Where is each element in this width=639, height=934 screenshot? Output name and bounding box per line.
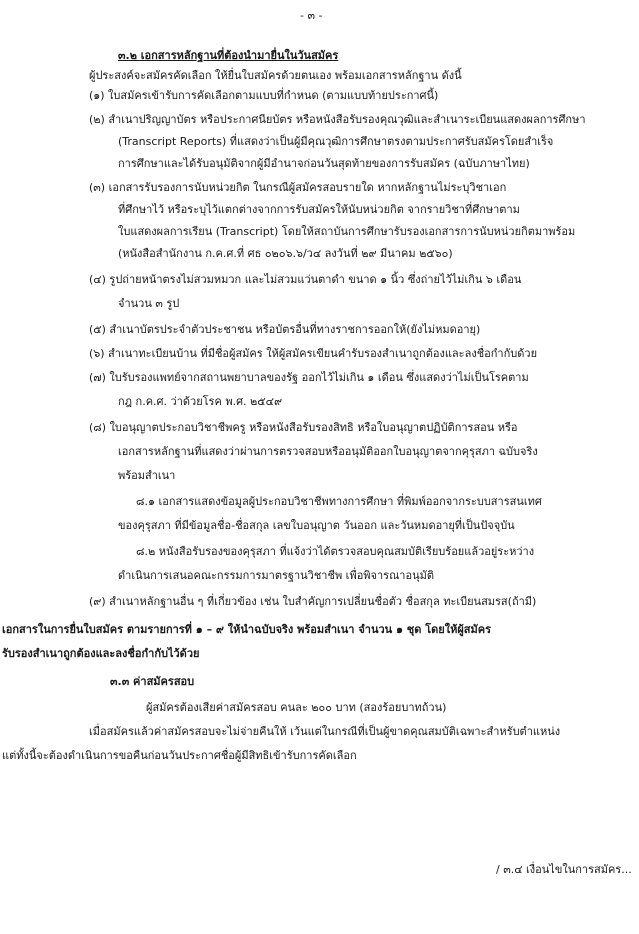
refund-line-2: แต่ทั้งนี้จะต้องดำเนินการขอคืนก่อนวันประกาศชื่อผู้มีสิทธิเข้ารับการคัดเลือก [2,749,357,762]
item-3-line-1: (๓) เอกสารรับรองการนับหน่วยกิต ในกรณีผู้สมัครสอบรายใด หากหลักฐานไม่ระบุวิชาเอก [89,181,507,194]
section-3-3-heading: ๓.๓ ค่าสมัครสอบ [110,675,195,688]
item-1: (๑) ใบสมัครเข้ารับการคัดเลือกตามแบบที่กำหนด (ตามแบบท้ายประกาศนี้) [89,89,439,102]
item-5: (๕) สำเนาบัตรประจำตัวประชาชน หรือบัตรอื่นที่ทางราชการออกให้(ยังไม่หมดอายุ) [89,323,481,336]
item-2-line-2: (Transcript Reports) ที่แสดงว่าเป็นผู้มีคุณวุฒิการศึกษาตรงตามประกาศรับสมัครโดยสำเร็จ [118,135,554,148]
item-8-line-2: เอกสารหลักฐานที่แสดงว่าผ่านการตรวจสอบหรืออนุมัติออกใบอนุญาตจากคุรุสภา ฉบับจริง [118,445,538,458]
item-8-2-line-1: ๘.๒ หนังสือรับรองของคุรุสภา ที่แจ้งว่าได้ตรวจสอบคุณสมบัติเรียบร้อยแล้วอยู่ระหว่าง [136,545,535,558]
section-3-2-heading: ๓.๒ เอกสารหลักฐานที่ต้องนำมายื่นในวันสมัคร [118,49,339,62]
item-9: (๙) สำเนาหลักฐานอื่น ๆ ที่เกี่ยวข้อง เช่น ใบสำคัญการเปลี่ยนชื่อตัว ชื่อสกุล ทะเบียนสมรส(ถ้ามี) [89,595,537,608]
item-8-line-1: (๘) ใบอนุญาตประกอบวิชาชีพครู หรือหนังสือรับรองสิทธิ หรือใบอนุญาตปฏิบัติการสอน หรือ [89,421,518,434]
page-number: - ๓ - [300,9,323,22]
continuation-note: / ๓.๔ เงื่อนไขในการสมัคร... [496,863,632,876]
item-2-line-3: การศึกษาและได้รับอนุมัติจากผู้มีอำนาจก่อนวันสุดท้ายของการรับสมัคร (ฉบับภาษาไทย) [118,157,530,170]
section-3-2-intro: ผู้ประสงค์จะสมัครคัดเลือก ให้ยื่นใบสมัครด้วยตนเอง พร้อมเอกสารหลักฐาน ดังนี้ [89,69,462,82]
item-8-2-line-2: ดำเนินการเสนอคณะกรรมการมาตรฐานวิชาชีพ เพื่อพิจารณาอนุมัติ [118,569,434,582]
item-6: (๖) สำเนาทะเบียนบ้าน ที่มีชื่อผู้สมัคร ให้ผู้สมัครเขียนคำรับรองสำเนาถูกต้องและลงชื่อกำกับด้วย [89,347,538,360]
item-4-line-2: จำนวน ๓ รูป [118,297,180,310]
item-3-line-4: (หนังสือสำนักงาน ก.ค.ศ.ที่ ศธ ๐๒๐๖.๖/ว๔ ลงวันที่ ๒๙ มีนาคม ๒๕๖๐) [118,247,453,260]
fee-line: ผู้สมัครต้องเสียค่าสมัครสอบ คนละ ๒๐๐ บาท (สองร้อยบาทถ้วน) [146,701,447,714]
item-8-1-line-1: ๘.๑ เอกสารแสดงข้อมูลผู้ประกอบวิชาชีพทางการศึกษา ที่พิมพ์ออกจากระบบสารสนเทศ [136,495,542,508]
summary-line-1: เอกสารในการยื่นใบสมัคร ตามรายการที่ ๑ – ๙ ให้นำฉบับจริง พร้อมสำเนา จำนวน ๑ ชุด โดยให้ผู้สมัคร [2,623,492,636]
item-3-line-2: ที่ศึกษาไว้ หรือระบุไว้แตกต่างจากการรับสมัครให้นับหน่วยกิต จากรายวิชาที่ศึกษาตาม [118,203,520,216]
item-4-line-1: (๔) รูปถ่ายหน้าตรงไม่สวมหมวก และไม่สวมแว่นตาดำ ขนาด ๑ นิ้ว ซึ่งถ่ายไว้ไม่เกิน ๖ เดือน [89,273,522,286]
item-3-line-3: ใบแสดงผลการเรียน (Transcript) โดยให้สถาบันการศึกษารับรองเอกสารการนับหน่วยกิตมาพร้อม [118,225,576,238]
item-8-line-3: พร้อมสำเนา [118,469,176,482]
item-7-line-2: กฎ ก.ค.ศ. ว่าด้วยโรค พ.ศ. ๒๕๔๙ [118,395,283,408]
refund-line-1: เมื่อสมัครแล้วค่าสมัครสอบจะไม่จ่ายคืนให้ เว้นแต่ในกรณีที่เป็นผู้ขาดคุณสมบัติเฉพาะสำหรับตำแหน่ง [89,725,561,738]
item-8-1-line-2: ของคุรุสภา ที่มีข้อมูลชื่อ-ชื่อสกุล เลขใบอนุญาต วันออก และวันหมดอายุที่เป็นปัจจุบัน [118,519,515,532]
item-7-line-1: (๗) ใบรับรองแพทย์จากสถานพยาบาลของรัฐ ออกไว้ไม่เกิน ๑ เดือน ซึ่งแสดงว่าไม่เป็นโรคตาม [89,371,529,384]
summary-line-2: รับรองสำเนาถูกต้องและลงชื่อกำกับไว้ด้วย [2,647,200,660]
item-2-line-1: (๒) สำเนาปริญญาบัตร หรือประกาศนียบัตร หรือหนังสือรับรองคุณวุฒิและสำเนาระเบียนแสดงผลการศึกษา [89,113,586,126]
